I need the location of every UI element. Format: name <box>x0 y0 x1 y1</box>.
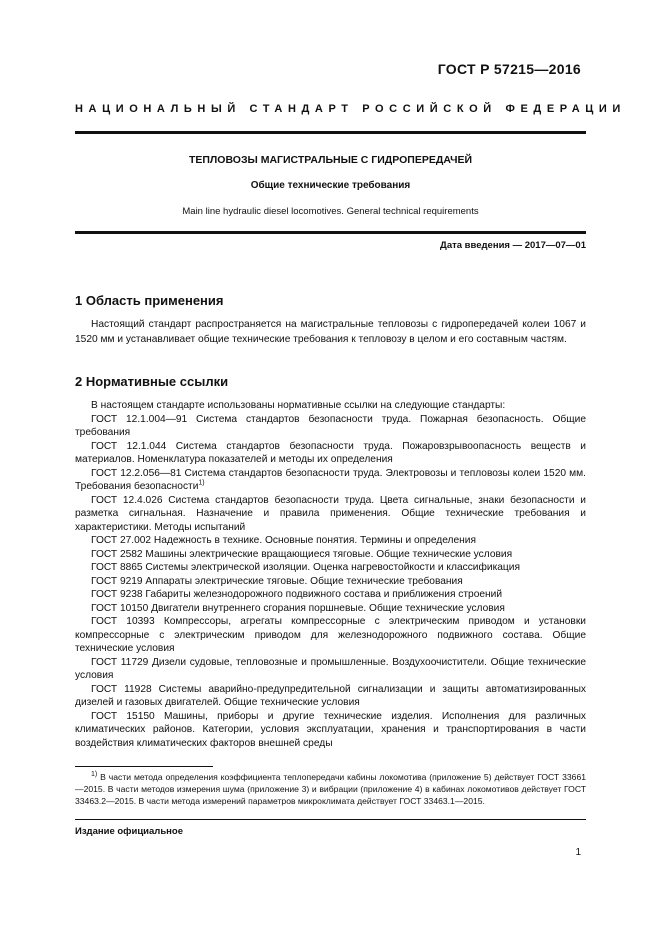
official-edition-label: Издание официальное <box>75 826 183 837</box>
introduction-date: Дата введения — 2017—07—01 <box>440 240 586 251</box>
normative-references <box>75 399 586 750</box>
edition-rule <box>75 819 586 820</box>
reference-item: ГОСТ 12.2.056—81 Система стандартов безопасности труда. Электровозы и тепловозы колеи 1520 мм. Требования безопасности$^{1)}$ <box>75 467 586 492</box>
reference-item: ГОСТ 12.1.044 Система стандартов безопасности труда. Пожаровзрывоопасность веществ и материалов. Номенклатура показателей и методы их определения <box>75 440 586 465</box>
section-1-text <box>75 318 586 347</box>
reference-item: ГОСТ 12.4.026 Система стандартов безопасности труда. Цвета сигнальные, знаки безопасности и разметка сигнальная. Назначение и правила применения. Общие технические требования и характеристики. Методы испытаний <box>75 494 586 533</box>
document-title: ТЕПЛОВОЗЫ МАГИСТРАЛЬНЫЕ С ГИДРОПЕРЕДАЧЕЙ <box>188 154 473 166</box>
reference-item: ГОСТ 27.002 Надежность в технике. Основные понятия. Термины и определения <box>91 535 477 546</box>
section-2-heading: 2 Нормативные ссылки <box>75 374 229 389</box>
footnote-number: 1) <box>91 771 98 779</box>
references-intro: В настоящем стандарте использованы нормативные ссылки на следующие стандарты: <box>91 400 506 411</box>
footnote-mark: 1) <box>198 479 205 487</box>
national-standard-banner: НАЦИОНАЛЬНЫЙ СТАНДАРТ РОССИЙСКОЙ ФЕДЕРАЦИИ <box>75 103 626 115</box>
page-number: 1 <box>575 847 581 858</box>
reference-item: ГОСТ 8865 Системы электрической изоляции. Оценка нагревостойкости и классификация <box>91 562 520 573</box>
reference-item: ГОСТ 9238 Габариты железнодорожного подвижного состава и приближения строений <box>91 589 503 600</box>
footnote-text: В части метода определения коэффициента теплопередачи кабины локомотива (приложение 5) действует ГОСТ 33661—2015. В части методов измерения шума (приложение 3) и вибрации (приложение 4) в кабинах локомотивов действует ГОСТ 33463.2—2015. В части метода измерений параметров микроклимата действует ГОСТ 33463.1—2015. <box>75 772 587 806</box>
reference-item: ГОСТ 12.1.004—91 Система стандартов безопасности труда. Пожарная безопасность. Общие требования <box>75 413 586 438</box>
reference-item: ГОСТ 10393 Компрессоры, агрегаты компрессорные с электрическим приводом и установки компрессорные с электрическим приводом для железнодорожного подвижного состава. Общие технические условия <box>75 616 586 654</box>
title-rule-bottom <box>75 231 586 234</box>
reference-item: ГОСТ 10150 Двигатели внутреннего сгорания поршневые. Общие технические условия <box>91 602 505 614</box>
reference-item: ГОСТ 11729 Дизели судовые, тепловозные и промышленные. Воздухоочистители. Общие технические условия <box>75 656 586 681</box>
reference-item: ГОСТ 9219 Аппараты электрические тяговые. Общие технические требования <box>91 575 463 587</box>
standard-number: ГОСТ Р 57215—2016 <box>437 61 581 77</box>
reference-item: ГОСТ 2582 Машины электрические вращающиеся тяговые. Общие технические условия <box>91 548 513 560</box>
reference-item: ГОСТ 15150 Машины, приборы и другие технические изделия. Исполнения для различных климатических районов. Категории, условия эксплуатации, хранения и транспортирования в части воздействия климатических факторов внешней среды <box>75 710 586 749</box>
section-1-heading: 1 Область применения <box>75 293 224 308</box>
footnote <box>75 771 586 807</box>
section-1-paragraph: Настоящий стандарт распространяется на магистральные тепловозы с гидропередачей колеи 1067 и 1520 мм и устанавливает общие технические требования к тепловозу в целом и его составным частям. <box>75 319 586 345</box>
header-rule-top <box>75 131 586 134</box>
reference-item: ГОСТ 11928 Системы аварийно-предупредительной сигнализации и защиты автоматизированных дизелей и газовых двигателей. Общие технические условия <box>75 683 586 708</box>
english-title: Main line hydraulic diesel locomotives. General technical requirements <box>182 206 479 217</box>
document-subtitle: Общие технические требования <box>250 180 411 191</box>
footnote-separator <box>75 766 213 767</box>
